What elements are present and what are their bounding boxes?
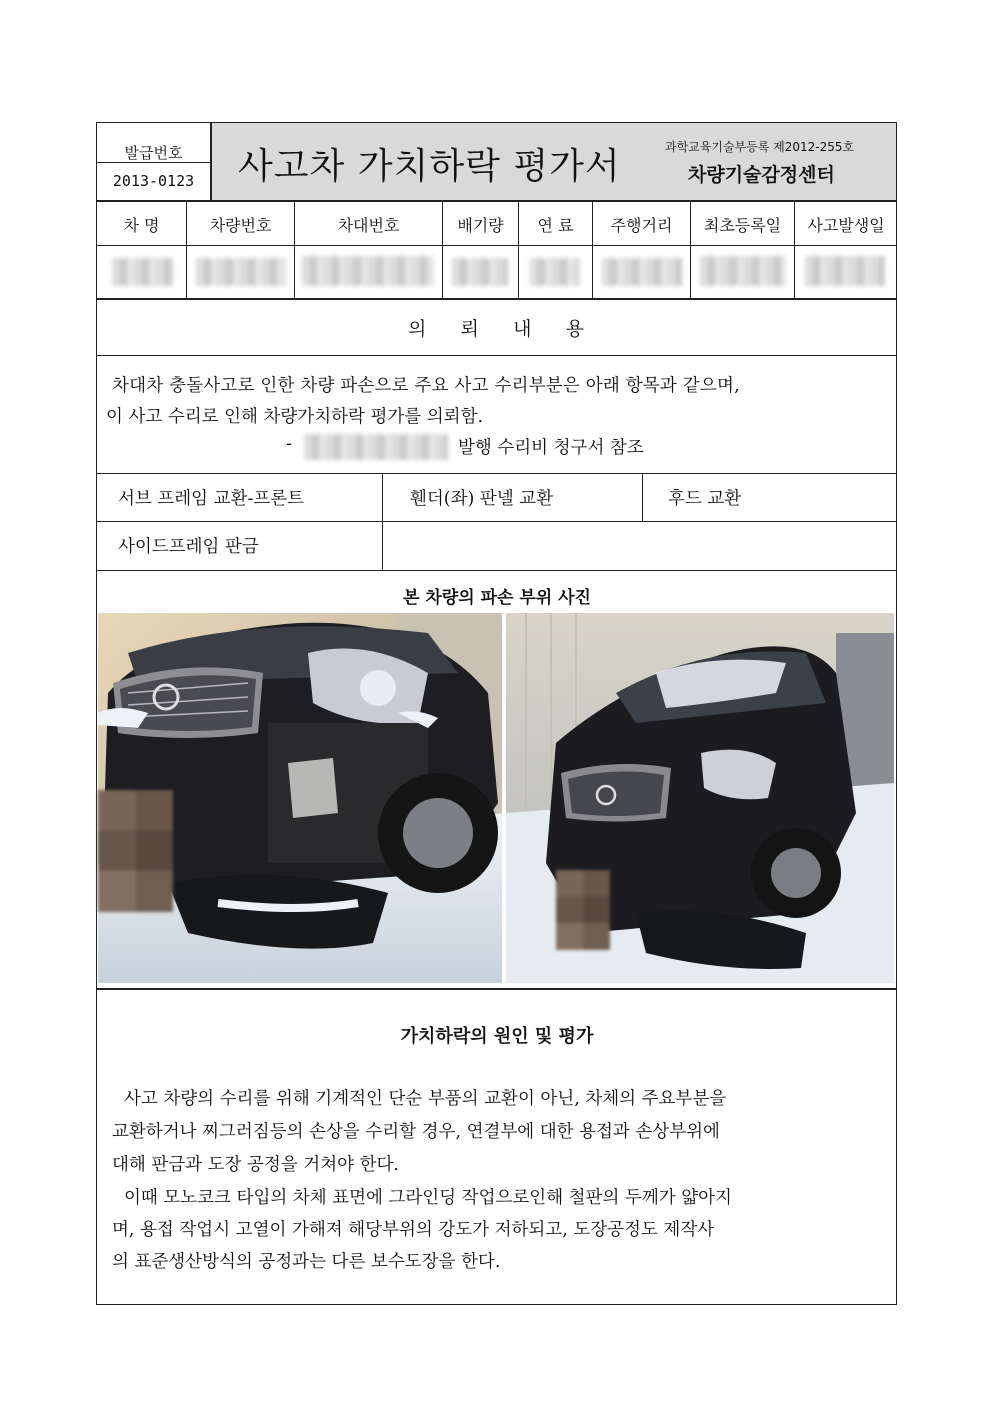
- redacted-plate-photo-2: [556, 870, 610, 950]
- request-line-3-dash: -: [286, 434, 292, 454]
- request-heading: 의 뢰 내 용: [408, 318, 586, 340]
- request-line-2: 이 사고 수리로 인해 차량가치하락 평가를 의뢰함.: [106, 407, 484, 427]
- evaluation-p1-line2: 교환하거나 찌그러짐등의 손상을 수리할 경우, 연결부에 대한 용접과 손상부위에: [112, 1122, 720, 1142]
- issue-number-value: 2013-0123: [112, 172, 195, 190]
- request-line-3-text: 발행 수리비 청구서 참조: [458, 438, 644, 458]
- redacted-accident-date: [805, 256, 885, 286]
- evaluation-p1-line3: 대해 판금과 도장 공정을 거쳐야 한다.: [112, 1155, 399, 1175]
- redacted-fuel: [530, 258, 580, 286]
- col-header-fuel: 연 료: [537, 216, 574, 235]
- registration-number: 과학교육기술부등록 제2012-255호: [665, 140, 855, 154]
- col-header-accident-date: 사고발생일: [807, 216, 885, 235]
- issue-number-label: 발급번호: [124, 144, 183, 162]
- redacted-repair-shop: [304, 434, 448, 460]
- redacted-car-name: [112, 258, 174, 286]
- page-title: 사고차 가치하락 평가서: [238, 146, 621, 187]
- redacted-displacement: [452, 258, 508, 286]
- evaluation-p2-line2: 며, 용접 작업시 고열이 가해져 해당부위의 강도가 저하되고, 도장공정도 제작사: [112, 1220, 715, 1240]
- repair-item-fender: 휀더(좌) 판넬 교환: [410, 489, 554, 509]
- repair-item-sideframe: 사이드프레임 판금: [118, 537, 259, 557]
- col-header-car-name: 차 명: [123, 216, 160, 235]
- redacted-plate-photo-1: [98, 790, 173, 912]
- redacted-mileage: [602, 258, 682, 286]
- evaluation-p1-line1: 사고 차량의 수리를 위해 기계적인 단순 부품의 교환이 아닌, 차체의 주요부분을: [124, 1089, 727, 1109]
- evaluation-p2-line3: 의 표준생산방식의 공정과는 다른 보수도장을 한다.: [112, 1252, 501, 1272]
- evaluation-p2-line1: 이때 모노코크 타입의 차체 표면에 그라인딩 작업으로인해 철판의 두께가 얇아지: [124, 1188, 732, 1208]
- center-name: 차량기술감정센터: [688, 164, 835, 186]
- photos-heading: 본 차량의 파손 부위 사진: [403, 588, 591, 608]
- col-header-displacement: 배기량: [457, 216, 504, 235]
- repair-item-subframe: 서브 프레임 교환-프론트: [118, 489, 305, 509]
- col-header-first-reg: 최초등록일: [703, 216, 782, 235]
- evaluation-heading: 가치하락의 원인 및 평가: [400, 1026, 594, 1047]
- redacted-first-reg: [700, 256, 786, 286]
- redacted-vin: [302, 256, 434, 286]
- col-header-plate: 차량번호: [209, 216, 272, 235]
- request-line-1: 차대차 충돌사고로 인한 차량 파손으로 주요 사고 수리부분은 아래 항목과 같으며,: [112, 376, 740, 396]
- repair-item-hood: 후드 교환: [668, 489, 742, 509]
- redacted-plate: [196, 258, 286, 286]
- col-header-mileage: 주행거리: [610, 216, 673, 235]
- col-header-vin: 차대번호: [337, 216, 400, 235]
